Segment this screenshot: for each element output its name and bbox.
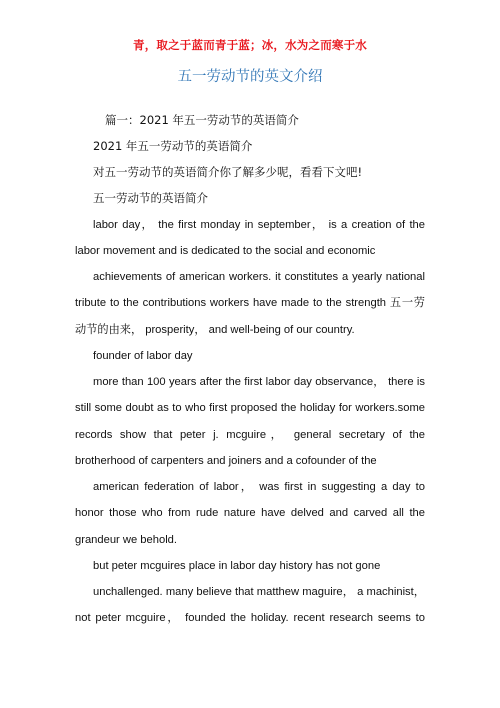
body-line: founder of labor day [93,350,193,362]
body-line: brotherhood of carpenters and joiners and a cofounder of the [75,455,377,467]
body-line: more than 100 years after the first labor day observance， there is [93,376,425,388]
body-line: tribute to the contributions workers have made to the strength 五一劳 [75,297,425,309]
intro-paragraph: 对五一劳动节的英语简介你了解多少呢，看看下文吧! [93,165,363,179]
subheading: 五一劳动节的英语简介 [93,191,208,205]
body-line: achievements of american workers. it constitutes a yearly national [93,271,425,283]
section-heading: 篇一：2021 年五一劳动节的英语简介 [105,113,299,127]
body-line: honor those who from rude nature have delved and carved all the [75,507,425,519]
subheading: 2021 年五一劳动节的英语简介 [93,139,253,153]
body-line: records show that peter j. mcguire， general secretary of the [75,429,425,441]
body-line: not peter mcguire， founded the holiday. recent research seems to [75,612,425,624]
body-line: unchallenged. many believe that matthew maguire， a machinist， [93,586,425,598]
document-title: 五一劳动节的英文介绍 [177,69,323,85]
body-line: 动节的由来， prosperity， and well-being of our country. [75,324,355,336]
body-line: labor day， the first monday in september， is a creation of the [93,219,425,231]
body-line: labor movement and is dedicated to the social and economic [75,245,376,257]
body-line: still some doubt as to who first proposed the holiday for workers.some [75,402,425,414]
header-motto: 青，取之于蓝而青于蓝；冰，水为之而寒于水 [133,38,367,52]
body-line: grandeur we behold. [75,534,178,546]
body-line: american federation of labor， was first in suggesting a day to [93,481,425,493]
body-line: but peter mcguires place in labor day history has not gone [93,560,381,572]
